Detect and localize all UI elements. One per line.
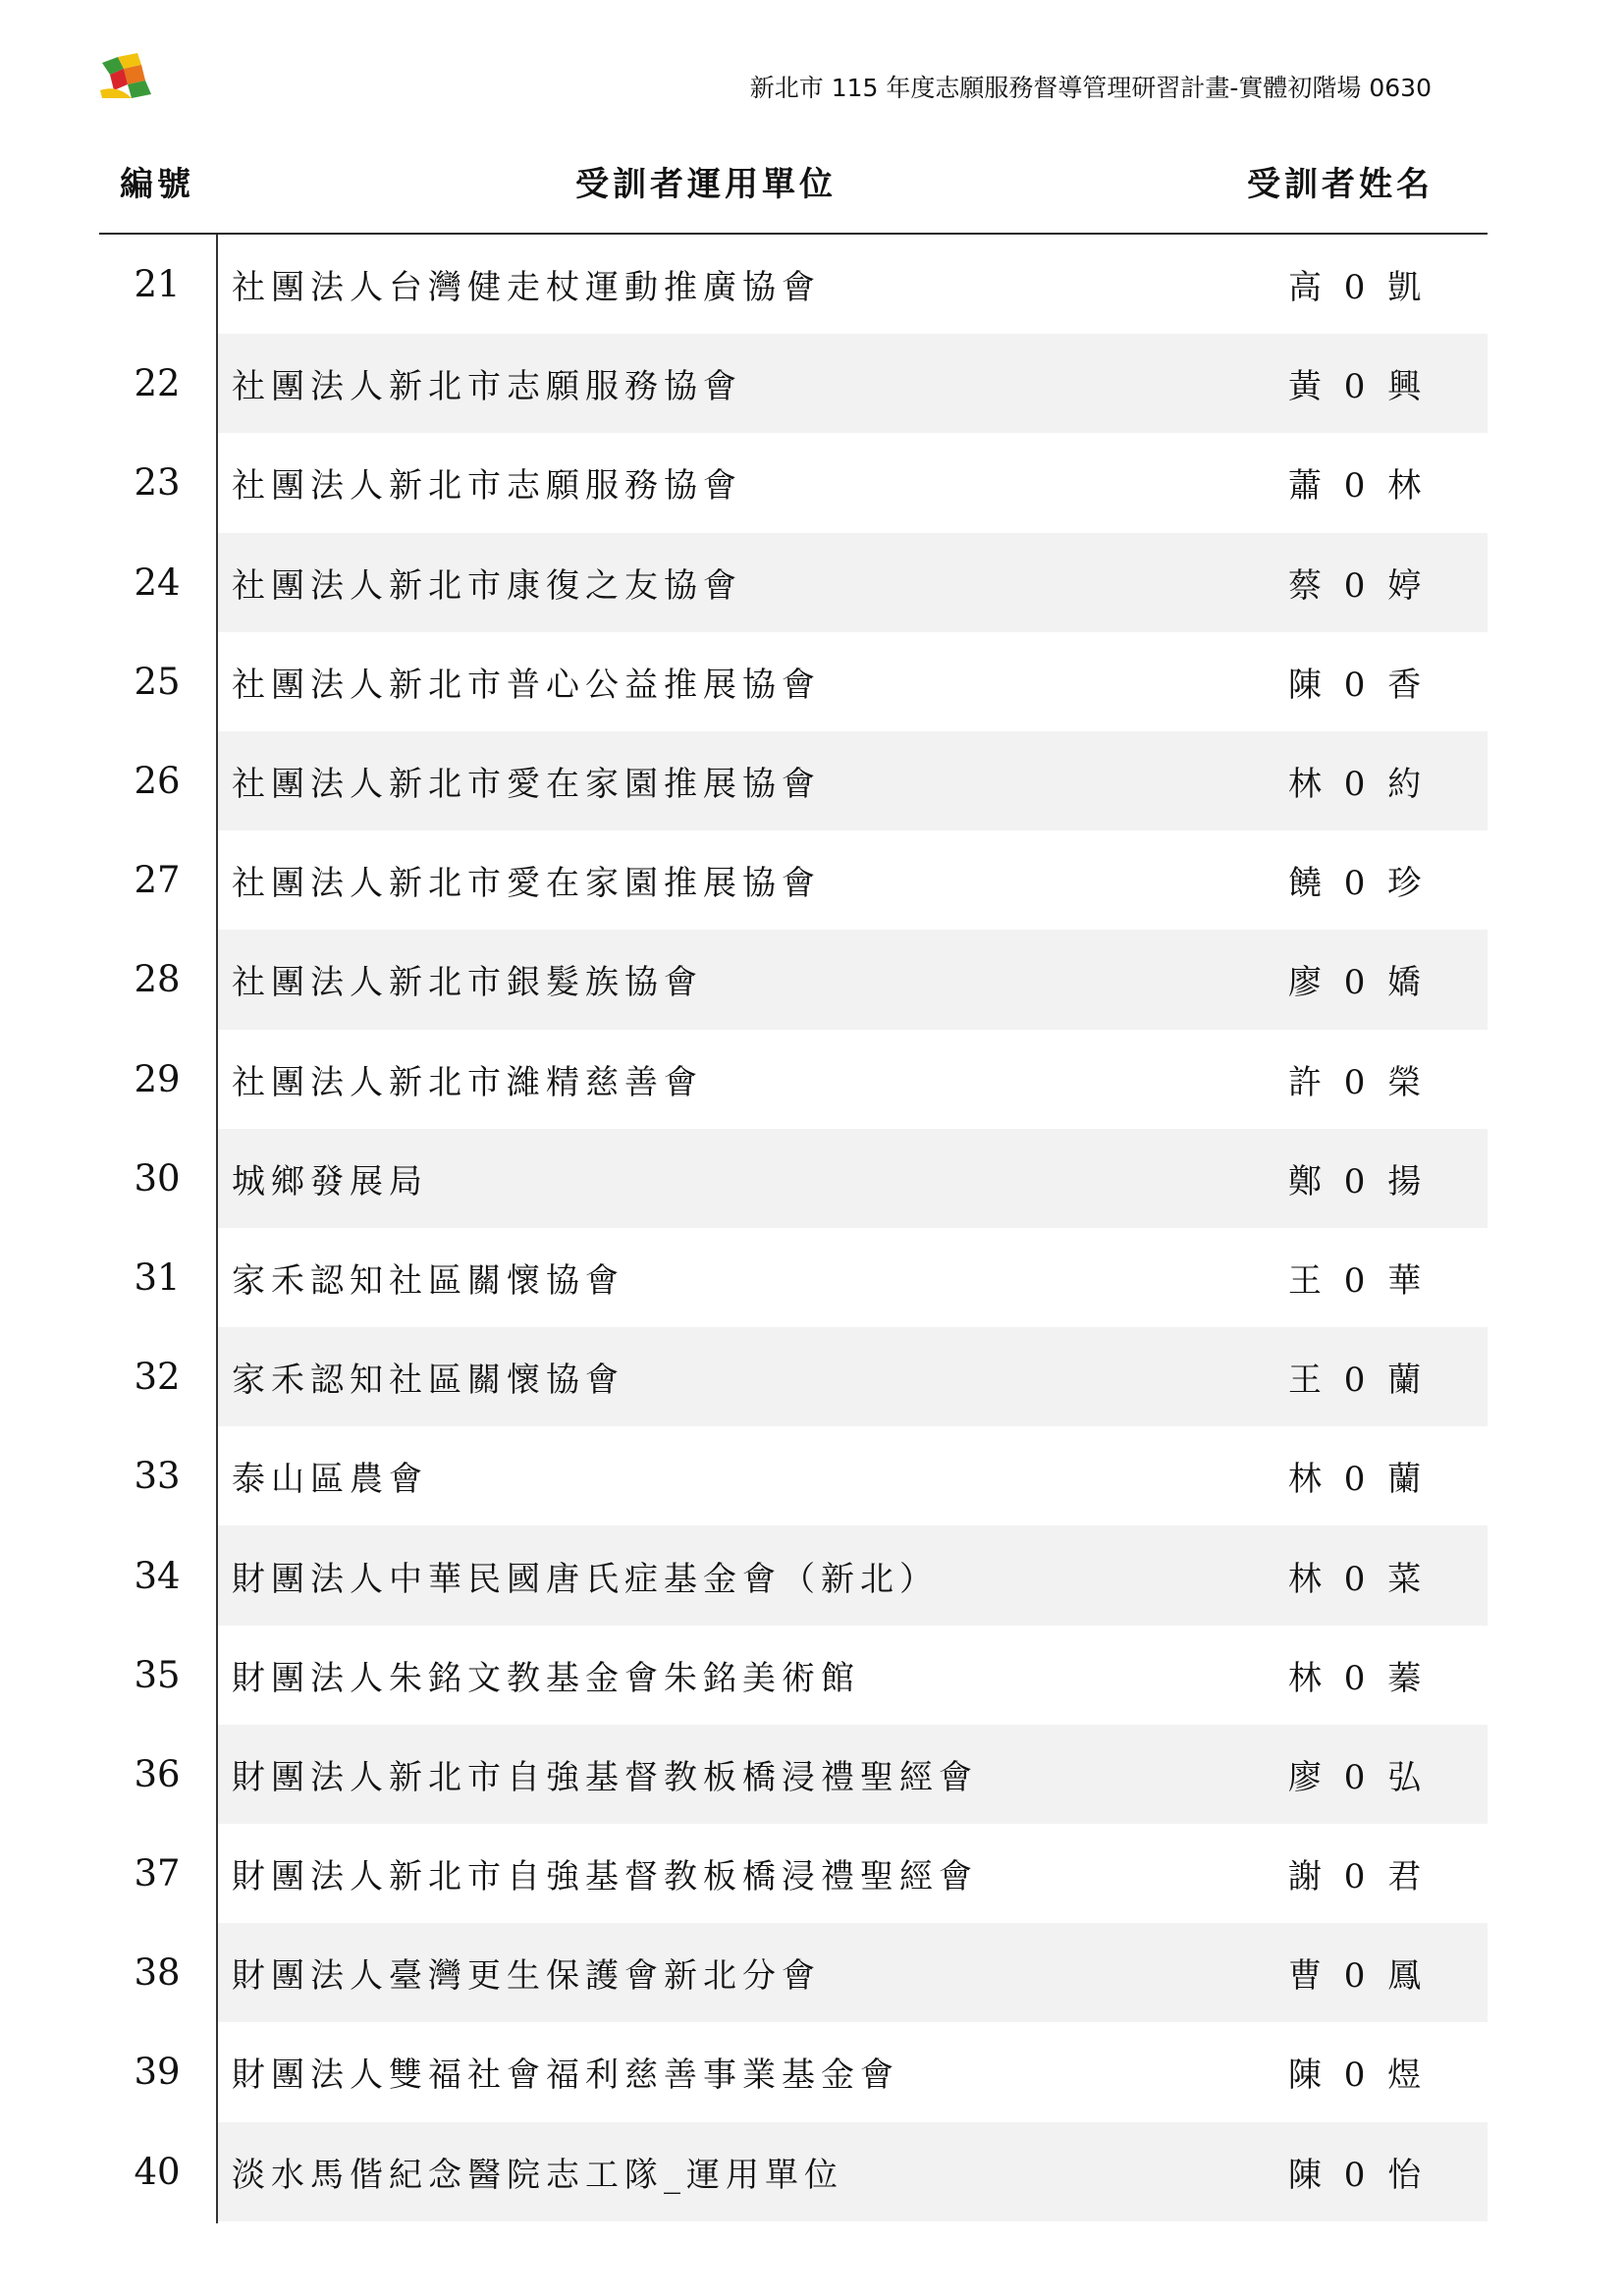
table-row (0, 1030, 1624, 1129)
cell-name: 陳 0 煜 (1288, 2056, 1428, 2096)
cell-unit: 社團法人新北市志願服務協會 (232, 367, 742, 407)
cell-number: 34 (134, 1554, 181, 1597)
table-row (0, 632, 1624, 731)
cell-name: 廖 0 嬌 (1288, 963, 1428, 1003)
cell-unit: 財團法人新北市自強基督教板橋浸禮聖經會 (232, 1857, 978, 1897)
cell-unit: 財團法人臺灣更生保護會新北分會 (232, 1956, 821, 1997)
cell-number: 30 (134, 1156, 181, 1200)
cell-number: 32 (134, 1356, 181, 1399)
cell-name: 高 0 凱 (1288, 268, 1428, 308)
table-row (0, 1228, 1624, 1327)
page-header-title: 新北市 115 年度志願服務督導管理研習計畫-實體初階場 0630 (749, 74, 1432, 102)
cell-unit: 社團法人新北市康復之友協會 (232, 565, 742, 606)
table-row (0, 2022, 1624, 2121)
cell-name: 林 0 約 (1288, 765, 1428, 805)
cell-name: 許 0 榮 (1288, 1062, 1428, 1102)
cell-name: 王 0 蘭 (1288, 1361, 1428, 1401)
table-row (0, 1426, 1624, 1525)
cell-name: 陳 0 香 (1288, 665, 1428, 705)
cell-number: 23 (134, 461, 181, 505)
cell-name: 蔡 0 婷 (1288, 565, 1428, 606)
cell-number: 39 (134, 2051, 181, 2094)
cell-unit: 淡水馬偕紀念醫院志工隊_運用單位 (232, 2155, 843, 2195)
table-row (0, 1824, 1624, 1923)
cell-unit: 社團法人新北市志願服務協會 (232, 466, 742, 507)
table-row (0, 830, 1624, 930)
cell-unit: 社團法人新北市愛在家園推展協會 (232, 864, 821, 904)
column-header-number: 編號 (120, 165, 194, 204)
cell-number: 24 (134, 561, 181, 604)
cell-name: 鄭 0 揚 (1288, 1161, 1428, 1201)
table-row (0, 334, 1624, 433)
cell-name: 陳 0 怡 (1288, 2155, 1428, 2195)
table-row (0, 1129, 1624, 1228)
cell-name: 林 0 菜 (1288, 1559, 1428, 1599)
new-taipei-logo-icon (98, 51, 155, 100)
table-row (0, 235, 1624, 334)
cell-unit: 家禾認知社區關懷協會 (232, 1260, 624, 1301)
table-row (0, 1327, 1624, 1426)
cell-number: 37 (134, 1852, 181, 1896)
cell-number: 27 (134, 859, 181, 902)
table-row (0, 1725, 1624, 1824)
cell-unit: 財團法人雙福社會福利慈善事業基金會 (232, 2056, 899, 2096)
table-row (0, 2122, 1624, 2221)
cell-number: 26 (134, 760, 181, 803)
cell-number: 28 (134, 958, 181, 1001)
cell-number: 29 (134, 1057, 181, 1100)
cell-unit: 社團法人新北市普心公益推展協會 (232, 665, 821, 705)
table-row (0, 930, 1624, 1029)
column-header-name: 受訓者姓名 (1247, 165, 1434, 204)
cell-unit: 家禾認知社區關懷協會 (232, 1361, 624, 1401)
table-row (0, 1525, 1624, 1625)
table-body (0, 235, 1624, 2221)
table-row (0, 533, 1624, 632)
cell-number: 25 (134, 660, 181, 703)
table-row (0, 731, 1624, 830)
cell-unit: 社團法人台灣健走杖運動推廣協會 (232, 268, 821, 308)
cell-number: 33 (134, 1455, 181, 1498)
cell-name: 林 0 蓁 (1288, 1658, 1428, 1698)
cell-number: 21 (134, 263, 181, 306)
table-column-divider (216, 235, 218, 2223)
cell-name: 林 0 蘭 (1288, 1460, 1428, 1500)
cell-unit: 社團法人新北市濰精慈善會 (232, 1062, 703, 1102)
cell-number: 36 (134, 1752, 181, 1795)
cell-name: 廖 0 弘 (1288, 1757, 1428, 1797)
cell-unit: 財團法人朱銘文教基金會朱銘美術館 (232, 1658, 860, 1698)
cell-name: 黃 0 興 (1288, 367, 1428, 407)
cell-unit: 財團法人中華民國唐氏症基金會（新北） (232, 1559, 939, 1599)
column-header-unit: 受訓者運用單位 (575, 165, 837, 204)
cell-unit: 財團法人新北市自強基督教板橋浸禮聖經會 (232, 1757, 978, 1797)
cell-number: 35 (134, 1653, 181, 1696)
cell-unit: 城鄉發展局 (232, 1161, 428, 1201)
cell-number: 38 (134, 1951, 181, 1995)
cell-name: 饒 0 珍 (1288, 864, 1428, 904)
cell-name: 王 0 華 (1288, 1260, 1428, 1301)
cell-number: 22 (134, 362, 181, 405)
cell-name: 蕭 0 林 (1288, 466, 1428, 507)
table-row (0, 1923, 1624, 2022)
cell-unit: 泰山區農會 (232, 1460, 428, 1500)
cell-unit: 社團法人新北市愛在家園推展協會 (232, 765, 821, 805)
table-row (0, 1626, 1624, 1725)
cell-unit: 社團法人新北市銀髮族協會 (232, 963, 703, 1003)
table-row (0, 433, 1624, 532)
cell-number: 40 (134, 2150, 181, 2193)
cell-name: 曹 0 鳳 (1288, 1956, 1428, 1997)
cell-number: 31 (134, 1255, 181, 1299)
cell-name: 謝 0 君 (1288, 1857, 1428, 1897)
